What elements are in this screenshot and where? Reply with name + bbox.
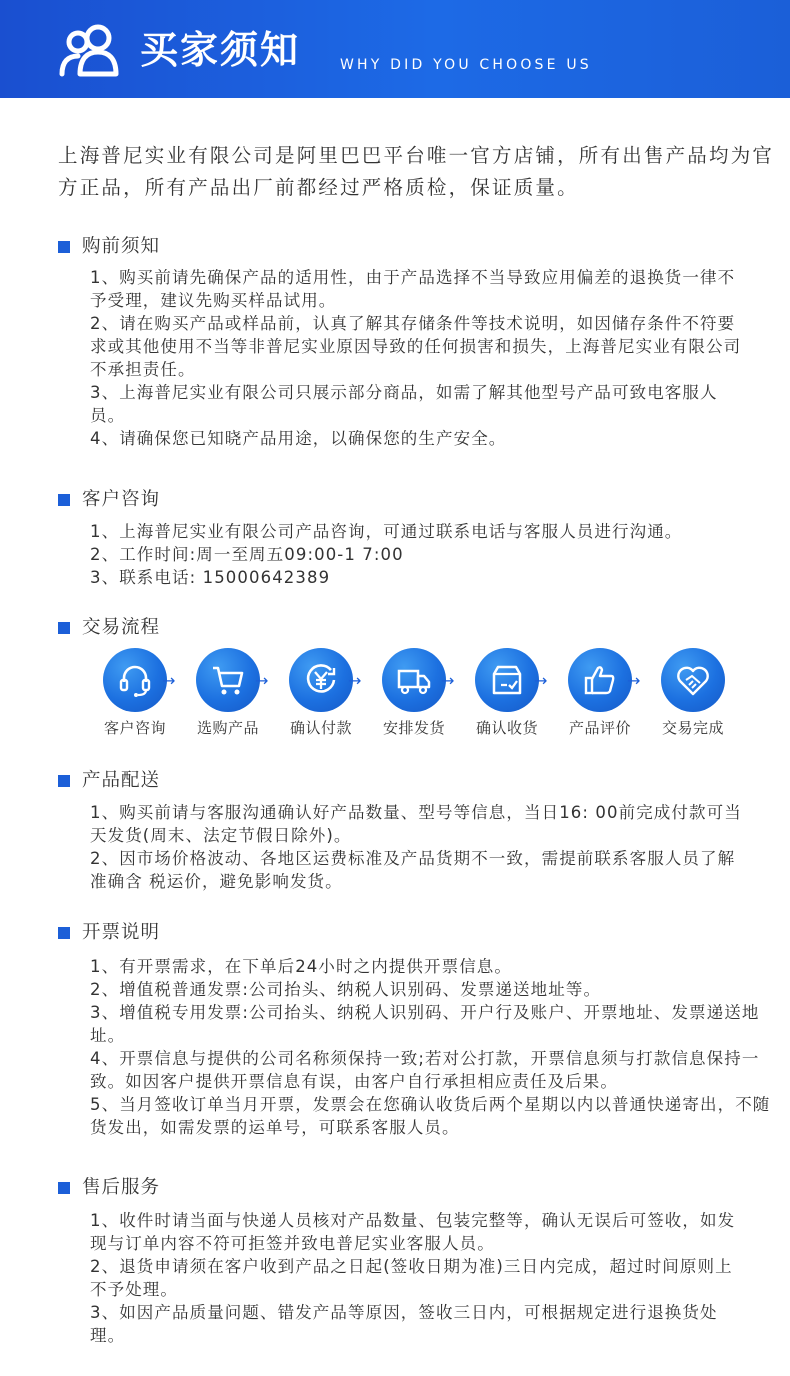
list-item: 2、请在购买产品或样品前，认真了解其存储条件等技术说明，如因储存条件不符要求或其他使用不当等非普尼实业原因导致的任何损害和损失，上海普尼实业有限公司不承担责任。 bbox=[90, 314, 742, 379]
flow-arrow: → bbox=[534, 671, 548, 690]
list-item: 2、因市场价格波动、各地区运费标准及产品货期不一致，需提前联系客服人员了解准确含 税运价，避免影响发货。 bbox=[90, 849, 736, 891]
square-bullet-icon bbox=[58, 494, 70, 506]
list-item: 4、开票信息与提供的公司名称须保持一致;若对公打款，开票信息须与打款信息保持一致。如因客户提供开票信息有误，由客户自行承担相应责任及后果。 bbox=[90, 1049, 760, 1091]
pre-purchase-notes bbox=[90, 266, 750, 450]
flow-arrow: → bbox=[627, 671, 641, 690]
list-item: 1、购买前请先确保产品的适用性，由于产品选择不当导致应用偏差的退换货一律不予受理，建议先购买样品试用。 bbox=[90, 268, 736, 310]
after-sales-notes bbox=[90, 1209, 750, 1347]
list-item: 1、有开票需求，在下单后24小时之内提供开票信息。 bbox=[90, 957, 512, 976]
flow-arrow: → bbox=[162, 671, 176, 690]
flow-arrow: → bbox=[441, 671, 455, 690]
process-step-payment: 确认付款 bbox=[276, 648, 366, 738]
process-step-consult: 客户咨询 bbox=[90, 648, 180, 738]
cart-icon bbox=[208, 660, 248, 700]
square-bullet-icon bbox=[58, 775, 70, 787]
truck-icon bbox=[394, 660, 434, 700]
list-item: 3、联系电话: 15000642389 bbox=[90, 568, 331, 587]
thumbs-up-icon bbox=[580, 660, 620, 700]
process-step-select: 选购产品 bbox=[183, 648, 273, 738]
process-step-shipping: 安排发货 bbox=[369, 648, 459, 738]
handshake-icon bbox=[673, 660, 713, 700]
process-step-receive: 确认收货 bbox=[462, 648, 552, 738]
square-bullet-icon bbox=[58, 927, 70, 939]
square-bullet-icon bbox=[58, 622, 70, 634]
consult-notes bbox=[90, 520, 770, 589]
square-bullet-icon bbox=[58, 1182, 70, 1194]
process-step-review: 产品评价 bbox=[555, 648, 645, 738]
page-title: 买家须知 bbox=[140, 28, 301, 72]
list-item: 1、上海普尼实业有限公司产品咨询，可通过联系电话与客服人员进行沟通。 bbox=[90, 522, 683, 541]
flow-arrow: → bbox=[348, 671, 362, 690]
square-bullet-icon bbox=[58, 241, 70, 253]
list-item: 2、退货申请须在客户收到产品之日起(签收日期为准)三日内完成，超过时间原则上不予处理。 bbox=[90, 1257, 733, 1299]
intro-paragraph: 上海普尼实业有限公司是阿里巴巴平台唯一官方店铺，所有出售产品均为官方正品，所有产品出厂前都经过严格质检，保证质量。 bbox=[58, 144, 775, 199]
invoice-notes bbox=[90, 955, 785, 1139]
flow-arrow: → bbox=[255, 671, 269, 690]
list-item: 2、工作时间:周一至周五09:00-1 7:00 bbox=[90, 545, 404, 564]
box-check-icon bbox=[487, 660, 527, 700]
list-item: 3、增值税专用发票:公司抬头、纳税人识别码、开户行及账户、开票地址、发票递送地址。 bbox=[90, 1003, 760, 1045]
list-item: 2、增值税普通发票:公司抬头、纳税人识别码、发票递送地址等。 bbox=[90, 980, 602, 999]
list-item: 3、上海普尼实业有限公司只展示部分商品，如需了解其他型号产品可致电客服人员。 bbox=[90, 383, 718, 425]
header-banner bbox=[0, 0, 790, 98]
people-icon bbox=[58, 22, 124, 78]
list-item: 1、收件时请当面与快递人员核对产品数量、包装完整等，确认无误后可签收，如发现与订单内容不符可拒签并致电普尼实业客服人员。 bbox=[90, 1211, 736, 1253]
delivery-notes bbox=[90, 801, 750, 893]
page-subtitle: WHY DID YOU CHOOSE US bbox=[340, 57, 592, 73]
process-step-complete: 交易完成 bbox=[648, 648, 738, 738]
list-item: 5、当月签收订单当月开票，发票会在您确认收货后两个星期以内以普通快递寄出，不随货发出，如需发票的运单号，可联系客服人员。 bbox=[90, 1095, 771, 1137]
list-item: 4、请确保您已知晓产品用途，以确保您的生产安全。 bbox=[90, 429, 507, 448]
list-item: 1、购买前请与客服沟通确认好产品数量、型号等信息，当日16: 00前完成付款可当天发货(周末、法定节假日除外)。 bbox=[90, 803, 742, 845]
headset-icon bbox=[115, 660, 155, 700]
trade-process-flow bbox=[90, 648, 730, 738]
list-item: 3、如因产品质量问题、错发产品等原因，签收三日内，可根据规定进行退换货处理。 bbox=[90, 1303, 718, 1345]
yuan-payment-icon bbox=[301, 660, 341, 700]
